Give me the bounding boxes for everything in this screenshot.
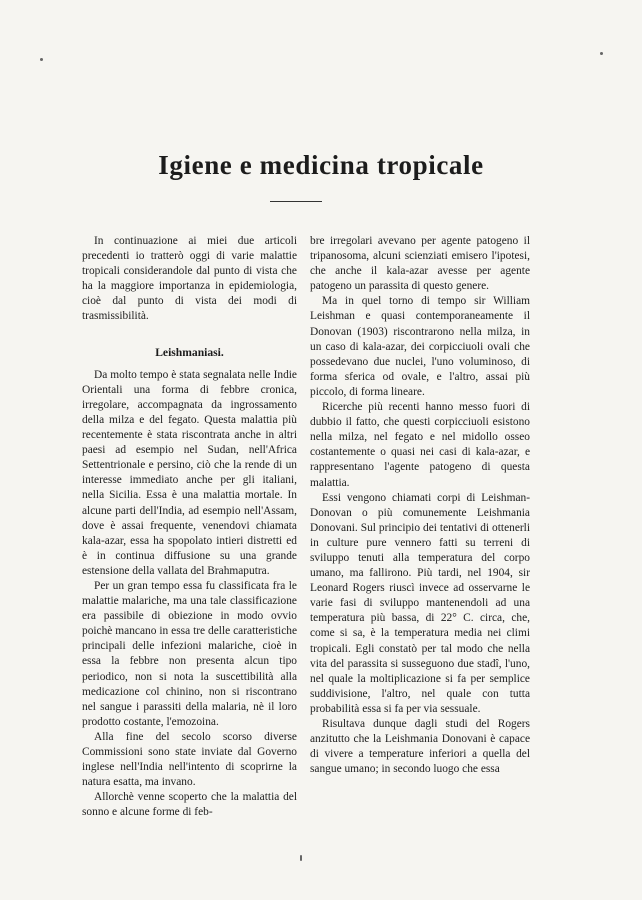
article-title: Igiene e medicina tropicale: [158, 150, 484, 180]
body-paragraph: Essi vengono chiamati corpi di Leishman-Donovan o più comunemente Leishmania Donovani. Sul principio dei tentativi di ottenerli in culture pure vennero fatti su terreni di sviluppo tenuti alla temperatura del corpo umano, ma fallirono. Più tardi, nel 1904, sir Leonard Rogers riuscì invece ad osservarne le varie fasi di sviluppo mantenendoli ad una temperatura più bassa, di 22° C. circa, che, come si sa, è la temperatura media nei climi tropicali. Egli constatò per tal modo che nella vita del parassita si susseguono due stadî, l'uno, nel quale la moltiplicazione si fa per semplice suddivisione, l'altro, nel quale con tutta probabilità essa si fa per via sessuale.: [310, 491, 530, 715]
left-column: [82, 234, 297, 820]
body-paragraph: bre irregolari avevano per agente patogeno il tripanosoma, alcuni scienziati emisero l'ipotesi, che anche il kala-azar avesse per agente patogeno un parassita di questo genere.: [310, 235, 530, 293]
body-paragraph: Alla fine del secolo scorso diverse Commissioni sono state inviate dal Governo inglese nell'India nell'intento di scoprirne la natura esatta, ma invano.: [82, 730, 297, 789]
body-paragraph: Per un gran tempo essa fu classificata fra le malattie malariche, ma una tale classificazione era passibile di obiezione in modo ovvio poichè mancano in essa tre delle caratteristiche principali delle infezioni malariche, cioè in essa la febbre non presenta alcun tipo periodico, non si nota la suscettibilità alla medicazione col chinino, non si riscontrano nel sangue i parassiti della malaria, nè il loro prodotto costante, l'emozoina.: [82, 579, 297, 728]
body-paragraph: Da molto tempo è stata segnalata nelle Indie Orientali una forma di febbre cronica, irregolare, accompagnata da ingrossamento della milza e del fegato. Questa malattia più recentemente è stata riscontrata anche in altri paesi ad esempio nel Sudan, nell'Africa Settentrionale e persino, ciò che la rende di un interesse immediato anche per gli italiani, nella Sicilia. Essa è una malattia mortale. In alcune parti dell'India, ad esempio nell'Assam, dove è assai frequente, venendovi chiamata kala-azar, essa ha spopolato intieri distretti ed è in continua diffusione su una grande estensione della vallata del Brahmaputra.: [82, 368, 297, 577]
scan-speck: [300, 855, 302, 861]
intro-paragraph: In continuazione ai miei due articoli precedenti io tratterò oggi di varie malattie tropicali considerandole dal punto di vista che ha la maggiore importanza in epidemiologia, cioè dal punto di vista dei modi di trasmissibilità.: [82, 235, 297, 323]
body-paragraph: Allorchè venne scoperto che la malattia del sonno e alcune forme di feb-: [82, 791, 297, 819]
section-heading: Leishmaniasi.: [155, 345, 224, 359]
scan-speck: [600, 52, 603, 55]
body-paragraph: Ma in quel torno di tempo sir William Leishman e quasi contemporaneamente il Donovan (1903) riscontrarono nella milza, in un caso di kala-azar, dei corpicciuoli ovali che possedevano due nuclei, l'uno voluminoso, di forma sferica od ovale, e l'altro, assai più piccolo, di forma lineare.: [310, 295, 530, 398]
title-divider: [270, 201, 322, 202]
right-column: [310, 234, 530, 777]
body-paragraph: Ricerche più recenti hanno messo fuori di dubbio il fatto, che questi corpicciuoli esistono nella milza, nel fegato e nel midollo osseo costantemente o quasi nei casi di kala-azar, e rappresentano l'agente patogeno di questa malattia.: [310, 401, 530, 489]
scan-speck: [40, 58, 43, 61]
body-paragraph: Risultava dunque dagli studi del Rogers anzitutto che la Leishmania Donovani è capace di vivere a temperature inferiori a quella del sangue umano; in secondo luogo che essa: [310, 718, 530, 776]
